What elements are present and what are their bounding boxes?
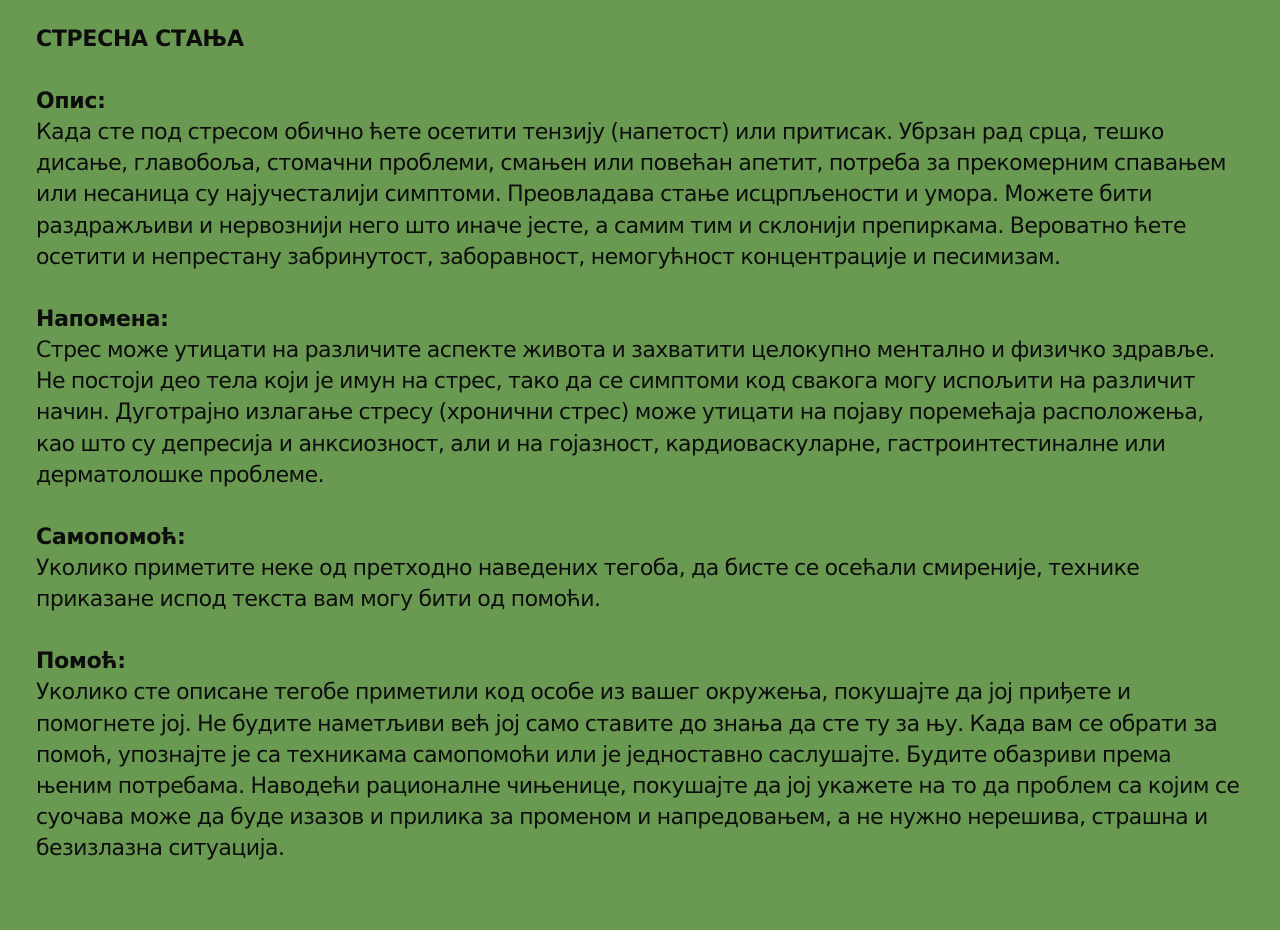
section-text: Уколико приметите неке од претходно наведених тегоба, да бисте се осећали смиреније, технике приказане испод текста вам могу бити од помоћи. [36,556,1140,613]
section-heading: Помоћ: [36,649,126,675]
section-heading: Самопомоћ: [36,525,186,551]
section-text: Када сте под стресом обично ћете осетити тензију (напетост) или притисак. Убрзан рад срца, тешко дисање, главобоља, стомачни проблеми, смањен или повећан апетит, потреба за прекомерним спавањем или несаница су најучесталији симптоми. Преовладава стање исцрпљености и умора. Можете бити раздражљиви и нервознији него што иначе јесте, а самим тим и склонији препиркама. Вероватно ћете осетити и непрестану забринутост, заборавност, немогућност концентрације и песимизам. [36,120,1226,270]
section-self-help [36,522,1244,615]
section-text: Уколико сте описане тегобе приметили код особе из вашег окружења, покушајте да јој приђете и помогнете јој. Не будите наметљиви већ јој само ставите до знања да сте ту за њу. Када вам се обрати за помоћ, упознајте је са техникама самопомоћи или је једноставно саслушајте. Будите обазриви према њеним потребама. Наводећи рационалне чињенице, покушајте да јој укажете на то да проблем са којим се суочава може да буде изазов и прилика за променом и напредовањем, а не нужно нерешива, страшна и безизлазна ситуација. [36,680,1240,862]
section-note [36,304,1244,491]
section-heading: Опис: [36,89,106,114]
section-help [36,646,1244,864]
document-title: СТРЕСНА СТАЊА [36,27,244,52]
section-description [36,86,1244,273]
section-heading: Напомена: [36,307,169,333]
section-text: Стрес може утицати на различите аспекте живота и захватити целокупно ментално и физичко здравље. Не постоји део тела који је имун на стрес, тако да се симптоми код свакога могу испољити на различит начин. Дуготрајно излагање стресу (хронични стрес) може утицати на појаву поремећаја расположења, као што су депресија и анксиозност, али и на гојазност, кардиоваскуларне, гастроинтестиналне или дерматолошке проблеме. [36,338,1215,488]
